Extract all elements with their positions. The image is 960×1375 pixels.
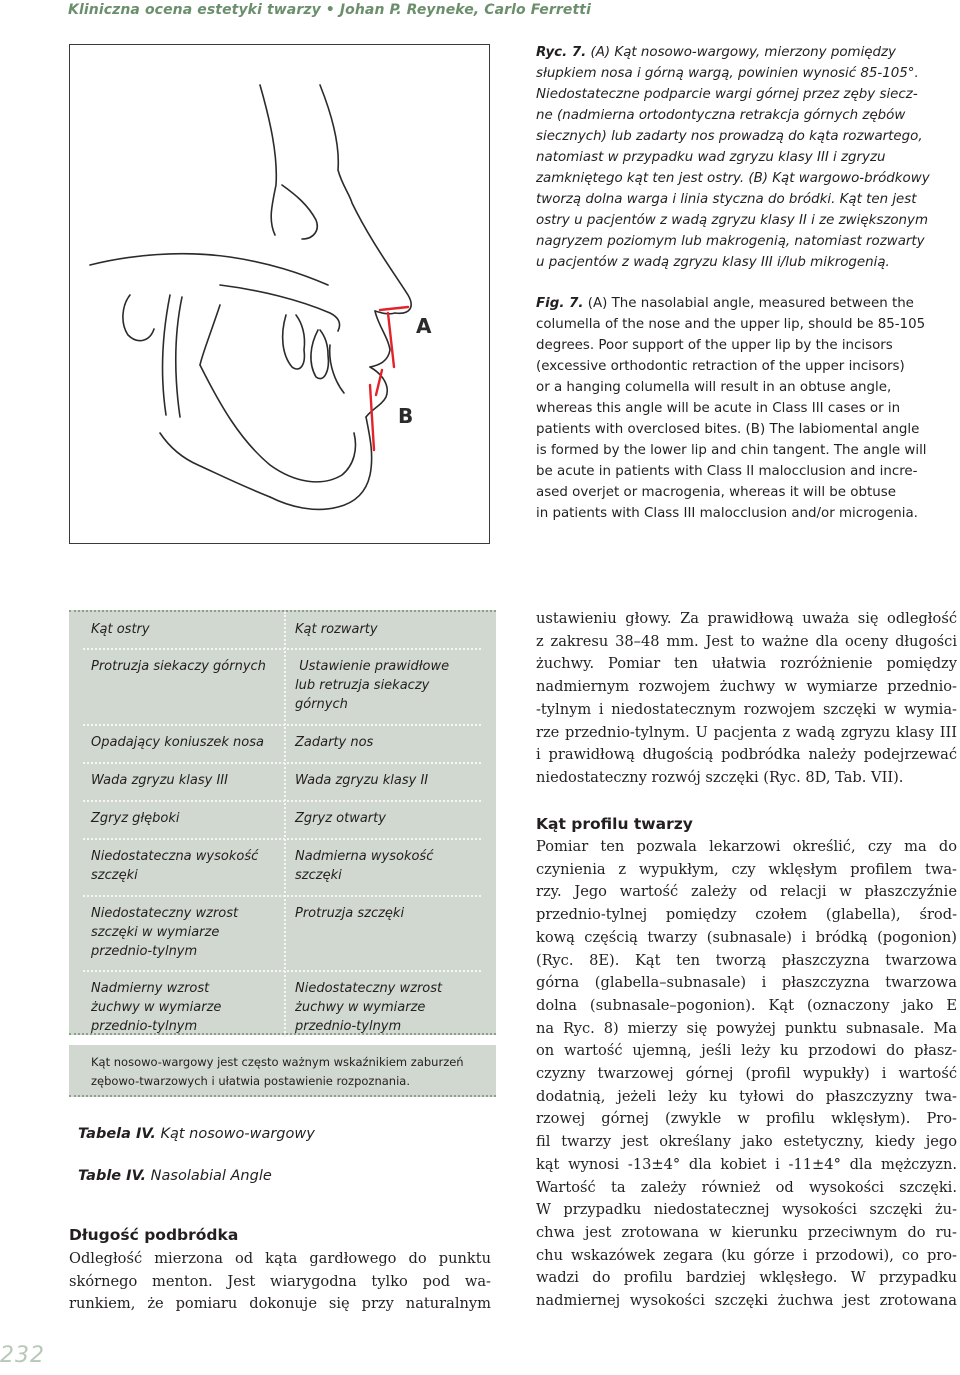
page-number: 232 (0, 1343, 45, 1368)
text-line: wadzi do profilu bardziej wklęsłego. W przypadku (536, 1269, 957, 1287)
cell-text: lub retruzja siekaczy (295, 678, 430, 693)
header-acute: Kąt ostry (91, 622, 150, 637)
cell-text: Zgryz otwarty (295, 811, 386, 826)
text-line: Odległość mierzona od kąta gardłowego do punktu (69, 1250, 491, 1267)
caption-line: zamkniętego kąt ten jest ostry. (B) Kąt wargowo-bródkowy (536, 171, 930, 186)
footnote-line: Kąt nosowo-wargowy jest często ważnym wskaźnikiem zaburzeń (91, 1055, 464, 1069)
table-caption-polish (78, 1126, 315, 1142)
caption-line: (excessive orthodontic retraction of the upper incisors) (536, 359, 905, 374)
text-line: rzy. Jego wartość zależy od relacji w płaszczyźnie (536, 883, 957, 901)
caption-line: siecznych) lub zadarty nos prowadzą do kąta rozwartego, (536, 129, 923, 144)
cell-text: przednio-tylnym (295, 1019, 402, 1034)
row-divider (83, 762, 481, 764)
text-line: chu wskazówek zegara (ku górze i przodowi), co pro- (536, 1246, 957, 1264)
table-caption-english (78, 1168, 272, 1184)
caption-line: słupkiem nosa i górną wargą, powinien wynosić 85-105°. (536, 66, 919, 81)
text-line: ustawieniu głowy. Za prawidłową uważa się odległość (536, 610, 957, 627)
caption-line: patients with overclosed bites. (B) The labiomental angle (536, 422, 920, 437)
cell-text: Wada zgryzu klasy II (295, 773, 429, 788)
row-divider (83, 648, 481, 650)
text-line: rze przednio-tylnym. U pacjenta z wadą zgryzu klasy III (536, 723, 957, 741)
text-line: żuchwy. Pomiar ten ułatwia rozróżnienie pomiędzy (536, 655, 957, 673)
caption-line: ostry u pacjentów z wadą zgryzu klasy II i ze zwiększonym (536, 213, 928, 228)
cell-text: przednio-tylnym (91, 1019, 198, 1034)
text-line: dodatnią, jeżeli leży ku tyłowi do płaszczyzny twa- (536, 1087, 957, 1105)
text-line: -tylnym i niedostatecznym rozwojem szczęki w wymia- (536, 700, 957, 718)
row-divider (83, 970, 481, 972)
figure-caption-english (536, 293, 946, 524)
text-line: nadmiernym rozwojem żuchwy w wymiarze przednio- (536, 678, 957, 696)
cell-text: Protruzja siekaczy górnych (91, 659, 266, 674)
cell-text: Nadmierny wzrost (91, 981, 210, 996)
caption-line: in patients with Class III malocclusion and/or microgenia. (536, 506, 918, 521)
cell-text: Niedostateczny wzrost (91, 906, 239, 921)
figure-label-a: A (416, 314, 432, 338)
figure-caption-polish (536, 42, 946, 273)
text-line: kąt wynosi -13±4° dla kobiet i -11±4° dla mężczyzn. (536, 1155, 957, 1173)
footnote-line: zębowo-twarzowych i ułatwia postawienie rozpoznania. (91, 1074, 410, 1088)
right-paragraph-1 (536, 608, 957, 790)
caption-label: Fig. 7. (536, 296, 584, 311)
text-line: skórnego menton. Jest wiarygodna tylko pod wa- (69, 1272, 491, 1290)
cell-text: Zadarty nos (295, 735, 374, 750)
cephalometric-figure (69, 44, 490, 544)
caption-line: whereas this angle will be acute in Class III cases or in (536, 401, 901, 416)
cell-text: szczęki (91, 868, 138, 883)
table-caption-label: Table IV. (78, 1168, 147, 1184)
cell-text: Protruzja szczęki (295, 906, 405, 921)
caption-label: Ryc. 7. (536, 45, 587, 60)
table-footnote (69, 1045, 496, 1097)
table-caption-label: Tabela IV. (78, 1126, 156, 1142)
caption-line: u pacjentów z wadą zgryzu klasy III i/lub mikrogenią. (536, 255, 890, 270)
text-line: chwa jest zrotowana w kierunku przeciwnym do ru- (536, 1223, 957, 1241)
column-divider (284, 612, 286, 1037)
caption-line: (A) Kąt nosowo-wargowy, mierzony pomiędzy (590, 45, 896, 60)
cell-text: szczęki (295, 868, 342, 883)
text-line: czyzny twarzowej górnej (profil wypukły) i wartość (536, 1065, 957, 1083)
caption-line: or a hanging columella will result in an obtuse angle, (536, 380, 892, 395)
upper-lip-tangent-line (388, 313, 394, 367)
cell-text: Niedostateczny wzrost (295, 981, 443, 996)
caption-line: is formed by the lower lip and chin tangent. The angle will (536, 443, 927, 458)
nasolabial-tangent-line (380, 307, 408, 310)
text-line: czynienia z wypukłym, czy wklęsłym profilem twa- (536, 860, 957, 878)
cell-text: górnych (295, 697, 348, 712)
cell-text: żuchwy w wymiarze (295, 1000, 426, 1015)
nasolabial-angle-table (69, 610, 496, 1035)
cell-text: Ustawienie prawidłowe (295, 659, 450, 674)
caption-line: nagryzem poziomym lub makrogenią, natomiast rozwarty (536, 234, 925, 249)
cell-text: Niedostateczna wysokość (91, 849, 259, 864)
text-line: kową częścią twarzy (subnasale) i bródką (pogonion) (536, 928, 957, 946)
text-line: i prawidłową długością podbródka należy podejrzewać (536, 746, 957, 764)
caption-line: natomiast w przypadku wad zgryzu klasy III i zgryzu (536, 150, 886, 165)
cell-text: Opadający koniuszek nosa (91, 735, 264, 750)
text-line: z zakresu 38–48 mm. Jest to ważne dla oceny długości (536, 632, 957, 650)
header-obtuse: Kąt rozwarty (295, 622, 378, 637)
text-line: na Ryc. 8) mierzy się powyżej punktu subnasale. Ma (536, 1019, 957, 1037)
row-divider (83, 838, 481, 840)
section-title-face-profile-angle: Kąt profilu twarzy (536, 815, 693, 833)
text-line: dolna (subnasale–pogonion). Kąt (oznaczony jako E (536, 996, 957, 1014)
text-line: Wartość ta zależy również od wysokości szczęki. (536, 1178, 957, 1196)
text-line: fil twarzy jest określany jako estetyczny, kiedy jego (536, 1133, 957, 1151)
cell-text: przednio-tylnym (91, 944, 198, 959)
text-line: rzowej górnej (zwykle w profilu wklęsłym). Pro- (536, 1110, 957, 1128)
text-line: Pomiar ten pozwala lekarzowi określić, czy ma do (536, 838, 957, 855)
running-header: Kliniczna ocena estetyki twarzy • Johan P. Reyneke, Carlo Ferretti (68, 2, 591, 18)
cell-text: żuchwy w wymiarze (91, 1000, 222, 1015)
text-line: przednio-tylnej pomiędzy czołem (glabella), środ- (536, 906, 957, 924)
cell-text: szczęki w wymiarze (91, 925, 220, 940)
right-paragraph-2 (536, 836, 957, 1313)
table-caption-text: Kąt nosowo-wargowy (160, 1126, 315, 1142)
text-line: niedostateczny rozwój szczęki (Ryc. 8D, Tab. VII). (536, 768, 904, 786)
caption-line: columella of the nose and the upper lip, should be 85-105 (536, 317, 926, 332)
caption-line: ne (nadmierna ortodontyczna retrakcja górnych zębów (536, 108, 906, 123)
section-title-chin-length: Długość podbródka (69, 1226, 239, 1244)
cell-text: Wada zgryzu klasy III (91, 773, 228, 788)
text-line: (Ryc. 8E). Kąt ten tworzą płaszczyzna twarzowa (536, 951, 957, 969)
row-divider (83, 724, 481, 726)
text-line: nadmiernej wysokości szczęki żuchwa jest zrotowana (536, 1292, 957, 1310)
caption-line: degrees. Poor support of the upper lip by the incisors (536, 338, 893, 353)
text-line: W przypadku niedostatecznej wysokości szczęki żu- (536, 1201, 957, 1219)
caption-line: (A) The nasolabial angle, measured between the (587, 296, 914, 311)
row-divider (83, 800, 481, 802)
caption-line: be acute in patients with Class II malocclusion and incre- (536, 464, 918, 479)
table-caption-text: Nasolabial Angle (150, 1168, 272, 1184)
row-divider (83, 895, 481, 897)
caption-line: tworzą dolna warga i linia styczna do bródki. Kąt ten jest (536, 192, 917, 207)
cell-text: Nadmierna wysokość (295, 849, 434, 864)
chin-length-paragraph (69, 1248, 491, 1316)
text-line: górna (glabella–subnasale) i płaszczyzna twarzowa (536, 974, 957, 992)
caption-line: ased overjet or macrogenia, whereas it will be obtuse (536, 485, 896, 500)
profile-tracing-drawing (70, 45, 491, 545)
text-line: runkiem, że pomiaru dokonuje się przy naturalnym (69, 1295, 491, 1313)
text-line: on wartość ujemną, jeśli leży ku przodowi do płasz- (536, 1042, 957, 1060)
caption-line: Niedostateczne podparcie wargi górnej przez zęby siecz- (536, 87, 918, 102)
figure-label-b: B (398, 404, 414, 428)
cell-text: Zgryz głęboki (91, 811, 180, 826)
